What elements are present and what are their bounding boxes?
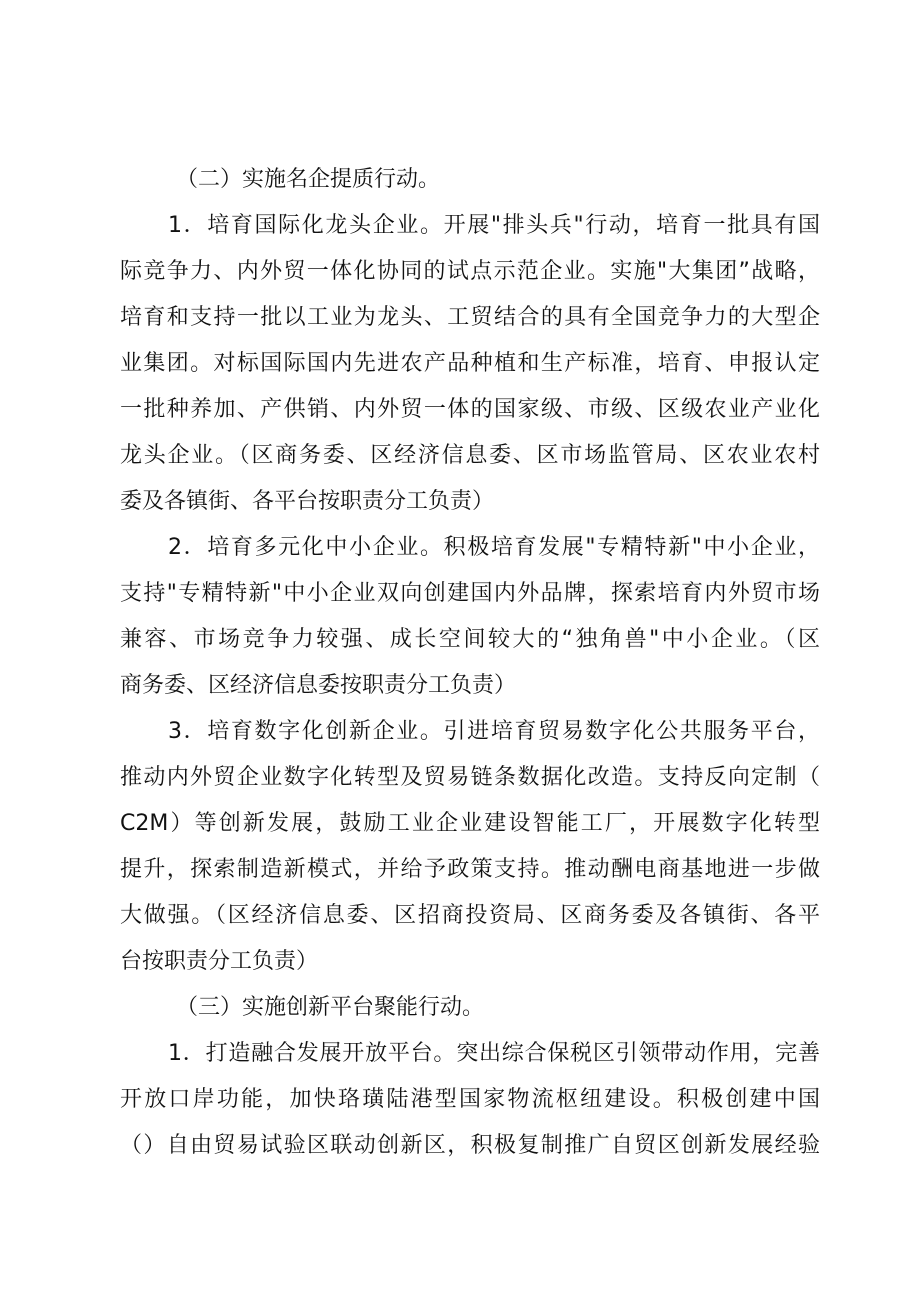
paragraph-line: 大做强。（区经济信息委、区招商投资局、区商务委及各镇街、各平 [120,903,820,928]
paragraph-line: 推动内外贸企业数字化转型及贸易链条数据化改造。支持反向定制（ [120,765,820,790]
paragraph-line: 1．培育国际化龙头企业。开展"排头兵"行动，培育一批具有国 [168,213,820,238]
paragraph-line: 委及各镇街、各平台按职责分工负责） [120,489,495,514]
paragraph-line: C2M）等创新发展，鼓励工业企业建设智能工厂，开展数字化转型 [120,811,820,836]
paragraph-line: 培育和支持一批以工业为龙头、工贸结合的具有全国竞争力的大型企 [120,305,820,330]
paragraph-line: （）自由贸易试验区联动创新区，积极复制推广自贸区创新发展经验 [120,1133,820,1158]
paragraph-line: 提升，探索制造新模式，并给予政策支持。推动酬电商基地进一步做 [120,857,820,882]
paragraph-line: 3．培育数字化创新企业。引进培育贸易数字化公共服务平台， [168,719,820,744]
paragraph-line: 业集团。对标国际国内先进农产品种植和生产标准，培育、申报认定 [120,351,820,376]
paragraph-line: 一批种养加、产供销、内外贸一体的国家级、市级、区级农业产业化 [120,397,820,422]
paragraph-line: 商务委、区经济信息委按职责分工负责） [120,673,517,698]
section-heading-3: （三）实施创新平台聚能行动。 [176,995,485,1020]
paragraph-line: 2．培育多元化中小企业。积极培育发展"专精特新"中小企业， [168,535,820,560]
paragraph-line: 支持"专精特新"中小企业双向创建国内外品牌，探索培育内外贸市场 [120,581,820,606]
paragraph-line: 龙头企业。（区商务委、区经济信息委、区市场监管局、区农业农村 [120,443,820,468]
paragraph-line: 际竞争力、内外贸一体化协同的试点示范企业。实施"大集团”战略， [120,259,820,284]
section-heading-2: （二）实施名企提质行动。 [176,167,441,192]
paragraph-line: 台按职责分工负责） [120,949,319,974]
paragraph-line: 开放口岸功能，加快珞璜陆港型国家物流枢纽建设。积极创建中国 [120,1087,820,1112]
paragraph-line: 兼容、市场竞争力较强、成长空间较大的“独角兽"中小企业。（区 [120,627,820,652]
paragraph-line: 1．打造融合发展开放平台。突出综合保税区引领带动作用，完善 [168,1041,820,1066]
